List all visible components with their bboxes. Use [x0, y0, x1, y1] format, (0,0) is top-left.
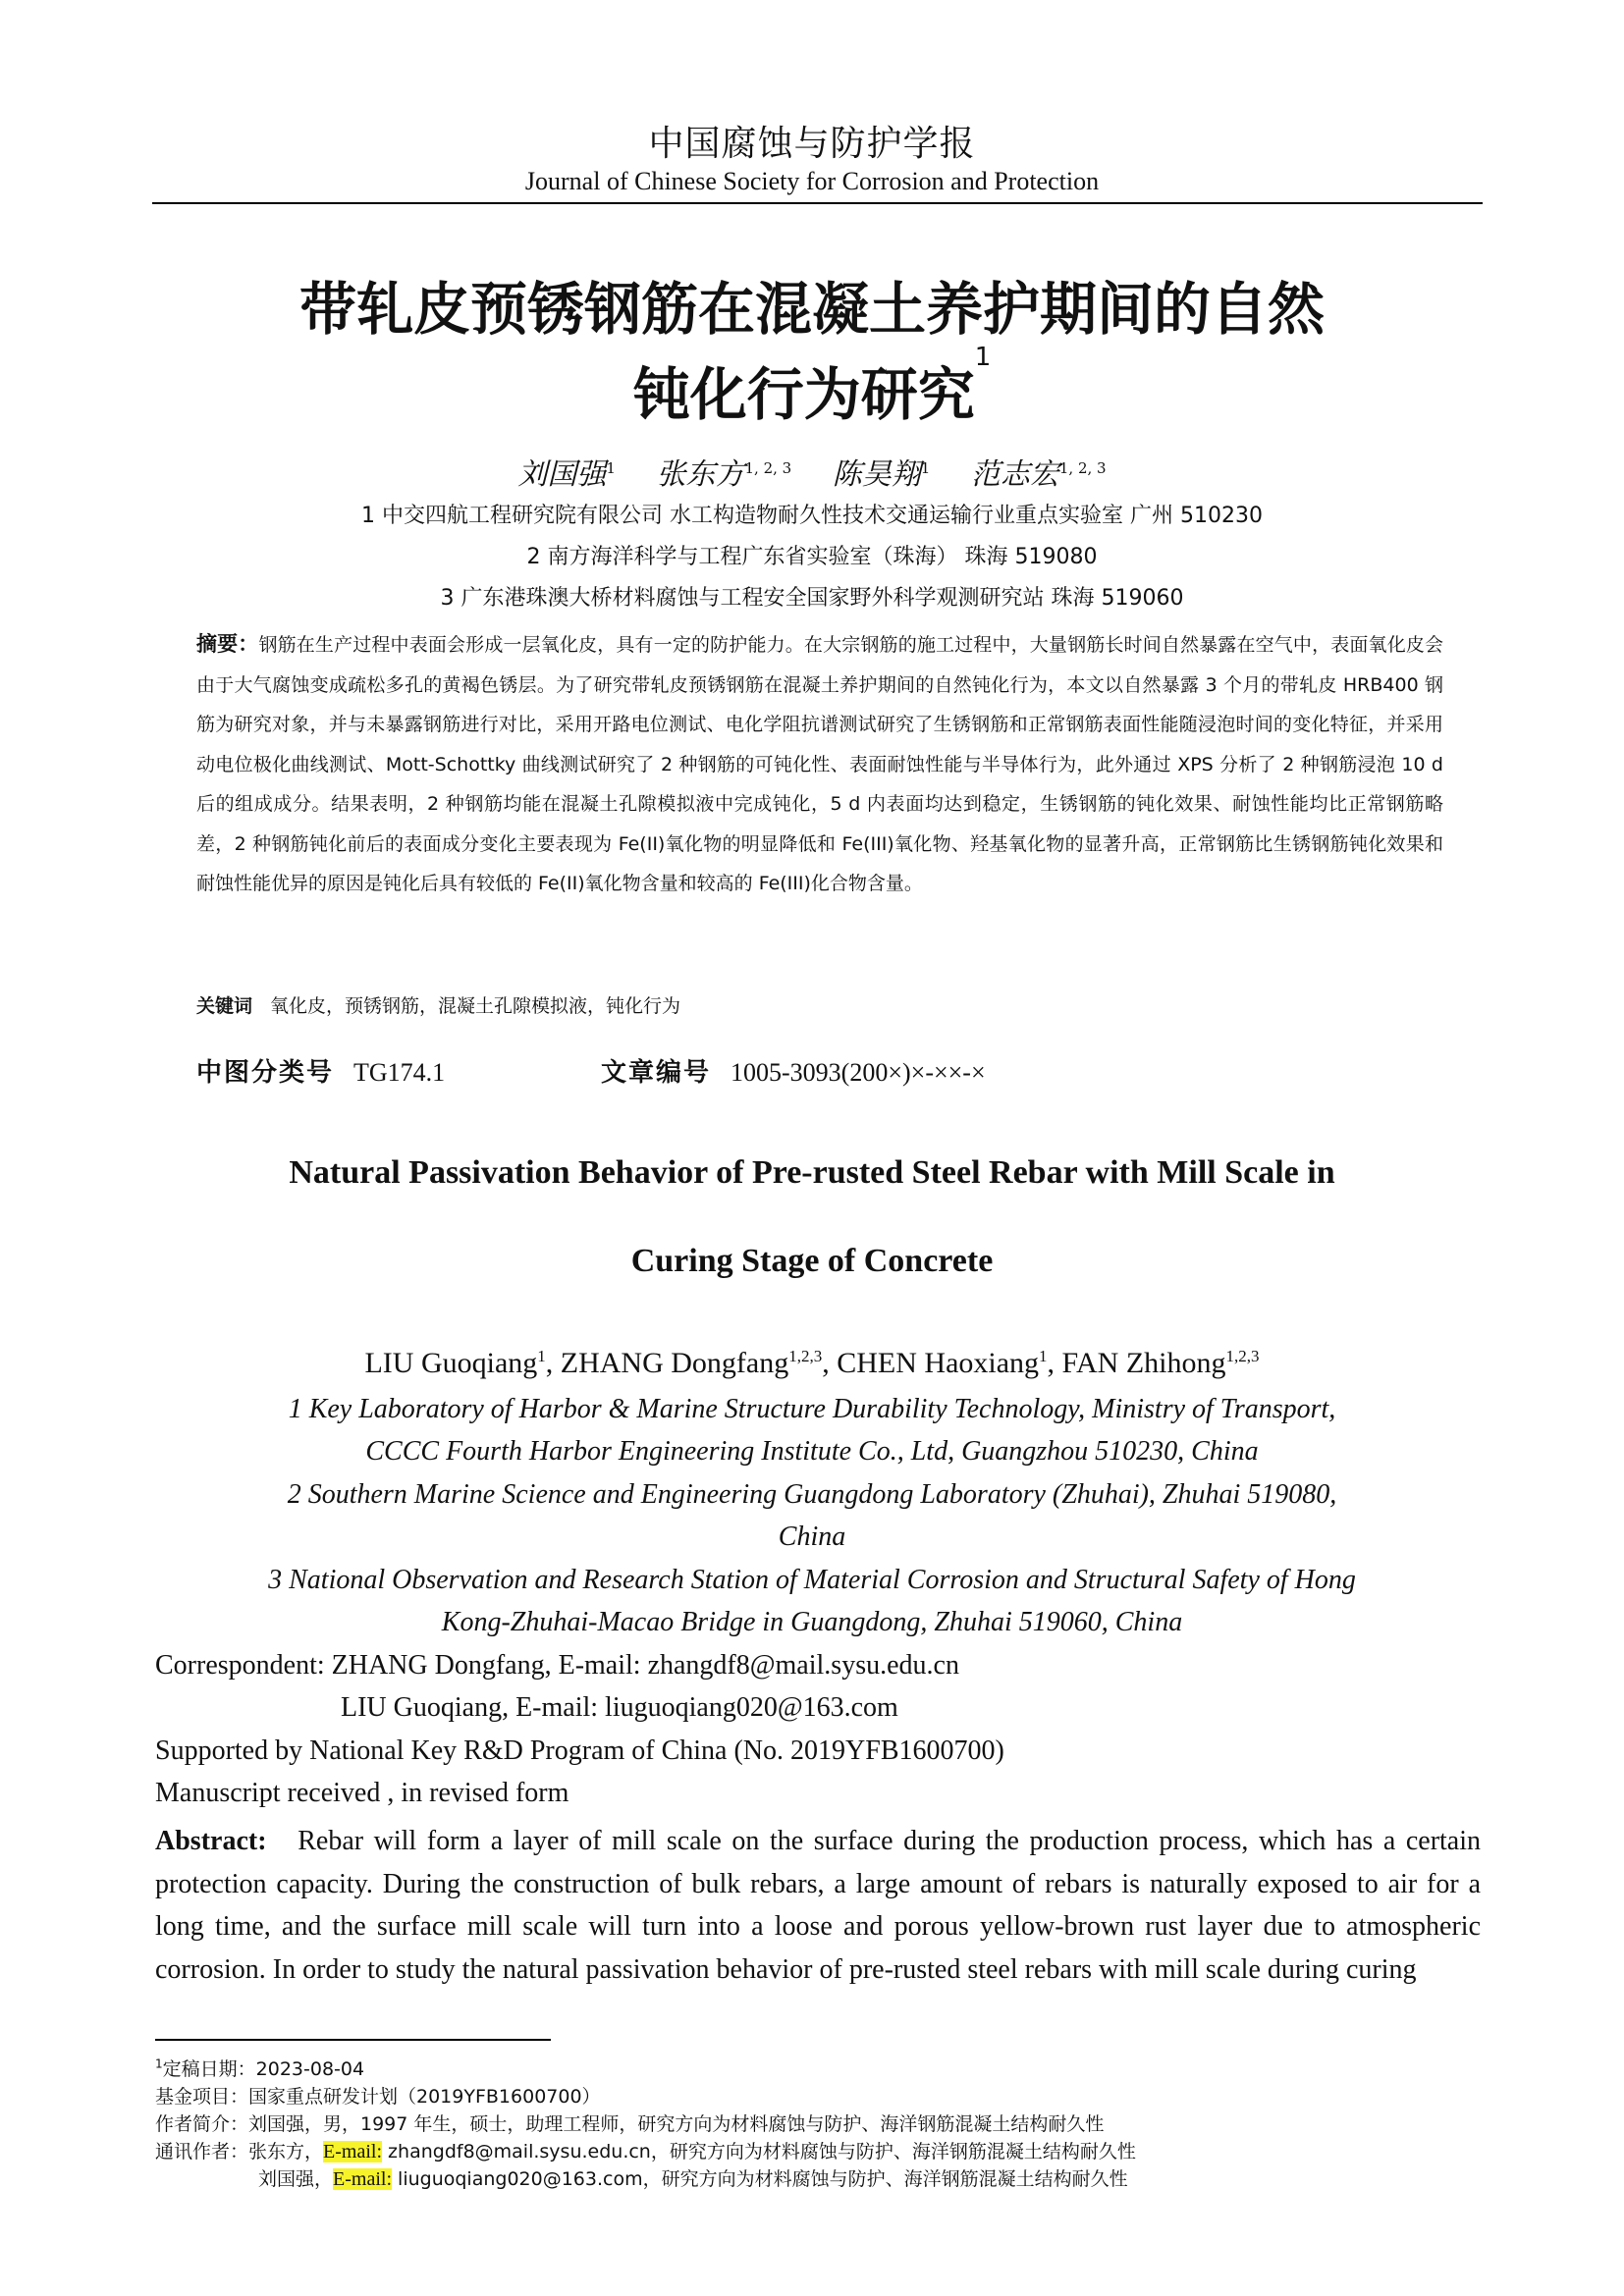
author-cn: 刘国强$^1$: [517, 457, 616, 492]
header-rule: [152, 202, 1483, 204]
footnote-date: $^1$定稿日期：2023-08-04: [155, 2056, 365, 2080]
footnote-fund: 基金项目：国家重点研发计划（2019YFB1600700）: [155, 2086, 601, 2108]
article-number: [601, 1052, 986, 1089]
classification-line: [196, 1052, 1473, 1089]
abstract-en: [155, 1820, 1481, 1991]
journal-name-cn: 中国腐蚀与防护学报: [648, 124, 976, 164]
email-label-highlight: E-mail:: [323, 2141, 383, 2163]
affiliation-cn-2: 2 南方海洋科学与工程广东省实验室（珠海） 珠海 519080: [526, 545, 1098, 569]
abstract-cn-label: 摘要：: [196, 632, 259, 656]
affiliation-en-3b: Kong-Zhuhai-Macao Bridge in Guangdong, Zhuhai 519060, China: [441, 1607, 1183, 1637]
title-footnote-mark: 1: [974, 343, 992, 372]
abstract-cn: [196, 624, 1443, 904]
footnote-author-intro: 作者简介：刘国强，男，1997 年生，硕士，助理工程师，研究方向为材料腐蚀与防护、海洋钢筋混凝土结构耐久性: [155, 2113, 1105, 2135]
supported-by: Supported by National Key R&D Program of China (No. 2019YFB1600700): [155, 1735, 1004, 1766]
manuscript-received: Manuscript received , in revised form: [155, 1778, 569, 1808]
affiliation-en-1a: 1 Key Laboratory of Harbor & Marine Structure Durability Technology, Ministry of Transport,: [288, 1394, 1336, 1424]
correspondent-line2: LIU Guoqiang, E-mail: liuguoqiang020@163.com: [341, 1692, 898, 1723]
abstract-en-label: Abstract:: [155, 1826, 267, 1856]
article-value: 1005-3093(200×)×-××-×: [731, 1058, 986, 1087]
correspondent-line1: Correspondent: ZHANG Dongfang, E-mail: zhangdf8@mail.sysu.edu.cn: [155, 1650, 959, 1681]
footnote-correspondent-1: 通讯作者：张东方，E-mail: zhangdf8@mail.sysu.edu.cn，研究方向为材料腐蚀与防护、海洋钢筋混凝土结构耐久性: [155, 2141, 1136, 2163]
footnote-rule: [155, 2039, 551, 2041]
affiliation-cn-1: 1 中交四航工程研究院有限公司 水工构造物耐久性技术交通运输行业重点实验室 广州 510230: [361, 504, 1263, 528]
keywords-cn: [196, 991, 680, 1018]
authors-cn: [0, 450, 1624, 493]
keywords-cn-label: 关键词: [196, 995, 253, 1017]
author-en: CHEN Haoxiang$^1$,: [837, 1347, 1062, 1379]
footnote-correspondent-2: 刘国强，E-mail: liuguoqiang020@163.com，研究方向为材料腐蚀与防护、海洋钢筋混凝土结构耐久性: [258, 2168, 1128, 2190]
affiliation-en-2b: China: [778, 1522, 846, 1552]
affiliation-en-2a: 2 Southern Marine Science and Engineering Guangdong Laboratory (Zhuhai), Zhuhai 519080,: [287, 1479, 1337, 1510]
title-en-line2: Curing Stage of Concrete: [630, 1243, 994, 1279]
author-cn: 范志宏$^{1, 2, 3}$: [970, 457, 1107, 492]
title-cn-line2-text: 钝化行为研究: [632, 361, 975, 428]
author-en: ZHANG Dongfang$^{1,2,3}$,: [560, 1347, 838, 1379]
abstract-en-text: Rebar will form a layer of mill scale on the surface during the production process, which has a certain protection capacity. During the construction of bulk rebars, a large amount of rebars is naturally exposed to air for a long time, and the surface mill scale will turn into a loose and porous yellow-brown rust layer due to atmospheric corrosion. In order to study the natural passivation behavior of pre-rusted steel rebars with mill scale during curing: [155, 1826, 1482, 1985]
author-en: FAN Zhihong$^{1,2,3}$: [1061, 1347, 1260, 1379]
affiliation-en-3a: 3 National Observation and Research Station of Material Corrosion and Structural Safety of Hong: [268, 1565, 1356, 1595]
authors-en: [0, 1347, 1624, 1380]
title-cn-line1: 带轧皮预锈钢筋在混凝土养护期间的自然: [298, 276, 1325, 343]
author-cn: 张东方$^{1, 2, 3}$: [656, 457, 792, 492]
article-label: 文章编号: [601, 1058, 712, 1088]
title-en-line1: Natural Passivation Behavior of Pre-rusted Steel Rebar with Mill Scale in: [289, 1154, 1335, 1191]
keywords-cn-text: 氧化皮，预锈钢筋，混凝土孔隙模拟液，钝化行为: [270, 995, 681, 1017]
author-cn: 陈昊翔$^1$: [832, 457, 931, 492]
affiliation-en-1b: CCCC Fourth Harbor Engineering Institute Co., Ltd, Guangzhou 510230, China: [365, 1436, 1259, 1467]
abstract-cn-text: 钢筋在生产过程中表面会形成一层氧化皮，具有一定的防护能力。在大宗钢筋的施工过程中，大量钢筋长时间自然暴露在空气中，表面氧化皮会由于大气腐蚀变成疏松多孔的黄褐色锈层。为了研究带轧皮预锈钢筋在混凝土养护期间的自然钝化行为，本文以自然暴露 3 个月的带轧皮 HRB400 钢筋为研究对象，并与未暴露钢筋进行对比，采用开路电位测试、电化学阻抗谱测试研究了生锈钢筋和正常钢筋表面性能随浸泡时间的变化特征，并采用动电位极化曲线测试、Mott-Schottky 曲线测试研究了 2 种钢筋的可钝化性、表面耐蚀性能与半导体行为，此外通过 XPS 分析了 2 种钢筋浸泡 10 d 后的组成成分。结果表明，2 种钢筋均能在混凝土孔隙模拟液中完成钝化，5 d 内表面均达到稳定，生锈钢筋的钝化效果、耐蚀性能均比正常钢筋略差，2 种钢筋钝化前后的表面成分变化主要表现为 Fe(II)氧化物的明显降低和 Fe(III)氧化物、羟基氧化物的显著升高，正常钢筋比生锈钢筋钝化效果和耐蚀性能优异的原因是钝化后具有较低的 Fe(II)氧化物含量和较高的 Fe(III)化合物含量。: [196, 634, 1443, 894]
clc-value: TG174.1: [353, 1058, 446, 1087]
title-cn-line2: [0, 343, 1624, 431]
email-label-highlight: E-mail:: [333, 2168, 392, 2190]
author-en: LIU Guoqiang$^1$,: [364, 1347, 561, 1379]
clc-label: 中图分类号: [196, 1058, 335, 1088]
journal-name-en: Journal of Chinese Society for Corrosion and Protection: [524, 167, 1100, 195]
affiliation-cn-3: 3 广东港珠澳大桥材料腐蚀与工程安全国家野外科学观测研究站 珠海 519060: [440, 586, 1184, 611]
